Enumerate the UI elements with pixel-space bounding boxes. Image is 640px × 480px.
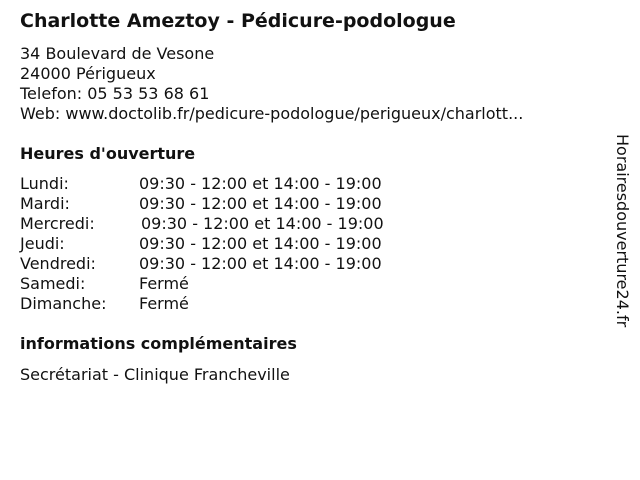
hours-time-value: Fermé	[139, 294, 189, 313]
additional-info-heading: informations complémentaires	[20, 334, 297, 353]
page-title: Charlotte Ameztoy - Pédicure-podologue	[20, 10, 456, 32]
hours-time-value: Fermé	[139, 274, 189, 293]
address-street: 34 Boulevard de Vesone	[20, 44, 215, 63]
hours-day-label: Mercredi:	[20, 214, 95, 233]
hours-time-value: 09:30 - 12:00 et 14:00 - 19:00	[139, 254, 382, 273]
hours-day-label: Mardi:	[20, 194, 70, 213]
hours-day-label: Dimanche:	[20, 294, 107, 313]
hours-day-label: Jeudi:	[20, 234, 65, 253]
address-city: 24000 Périgueux	[20, 64, 156, 83]
hours-day-label: Vendredi:	[20, 254, 96, 273]
site-watermark: Horairesdouverture24.fr	[613, 134, 632, 328]
hours-day-label: Lundi:	[20, 174, 69, 193]
hours-day-label: Samedi:	[20, 274, 86, 293]
opening-hours-heading: Heures d'ouverture	[20, 144, 196, 163]
additional-info-text: Secrétariat - Clinique Francheville	[20, 365, 290, 384]
phone-number: Telefon: 05 53 53 68 61	[20, 84, 210, 103]
website-link[interactable]: Web: www.doctolib.fr/pedicure-podologue/perigueux/charlott...	[20, 104, 524, 123]
hours-time-value: 09:30 - 12:00 et 14:00 - 19:00	[139, 194, 382, 213]
hours-time-value: 09:30 - 12:00 et 14:00 - 19:00	[141, 214, 384, 233]
hours-time-value: 09:30 - 12:00 et 14:00 - 19:00	[139, 234, 382, 253]
hours-time-value: 09:30 - 12:00 et 14:00 - 19:00	[139, 174, 382, 193]
